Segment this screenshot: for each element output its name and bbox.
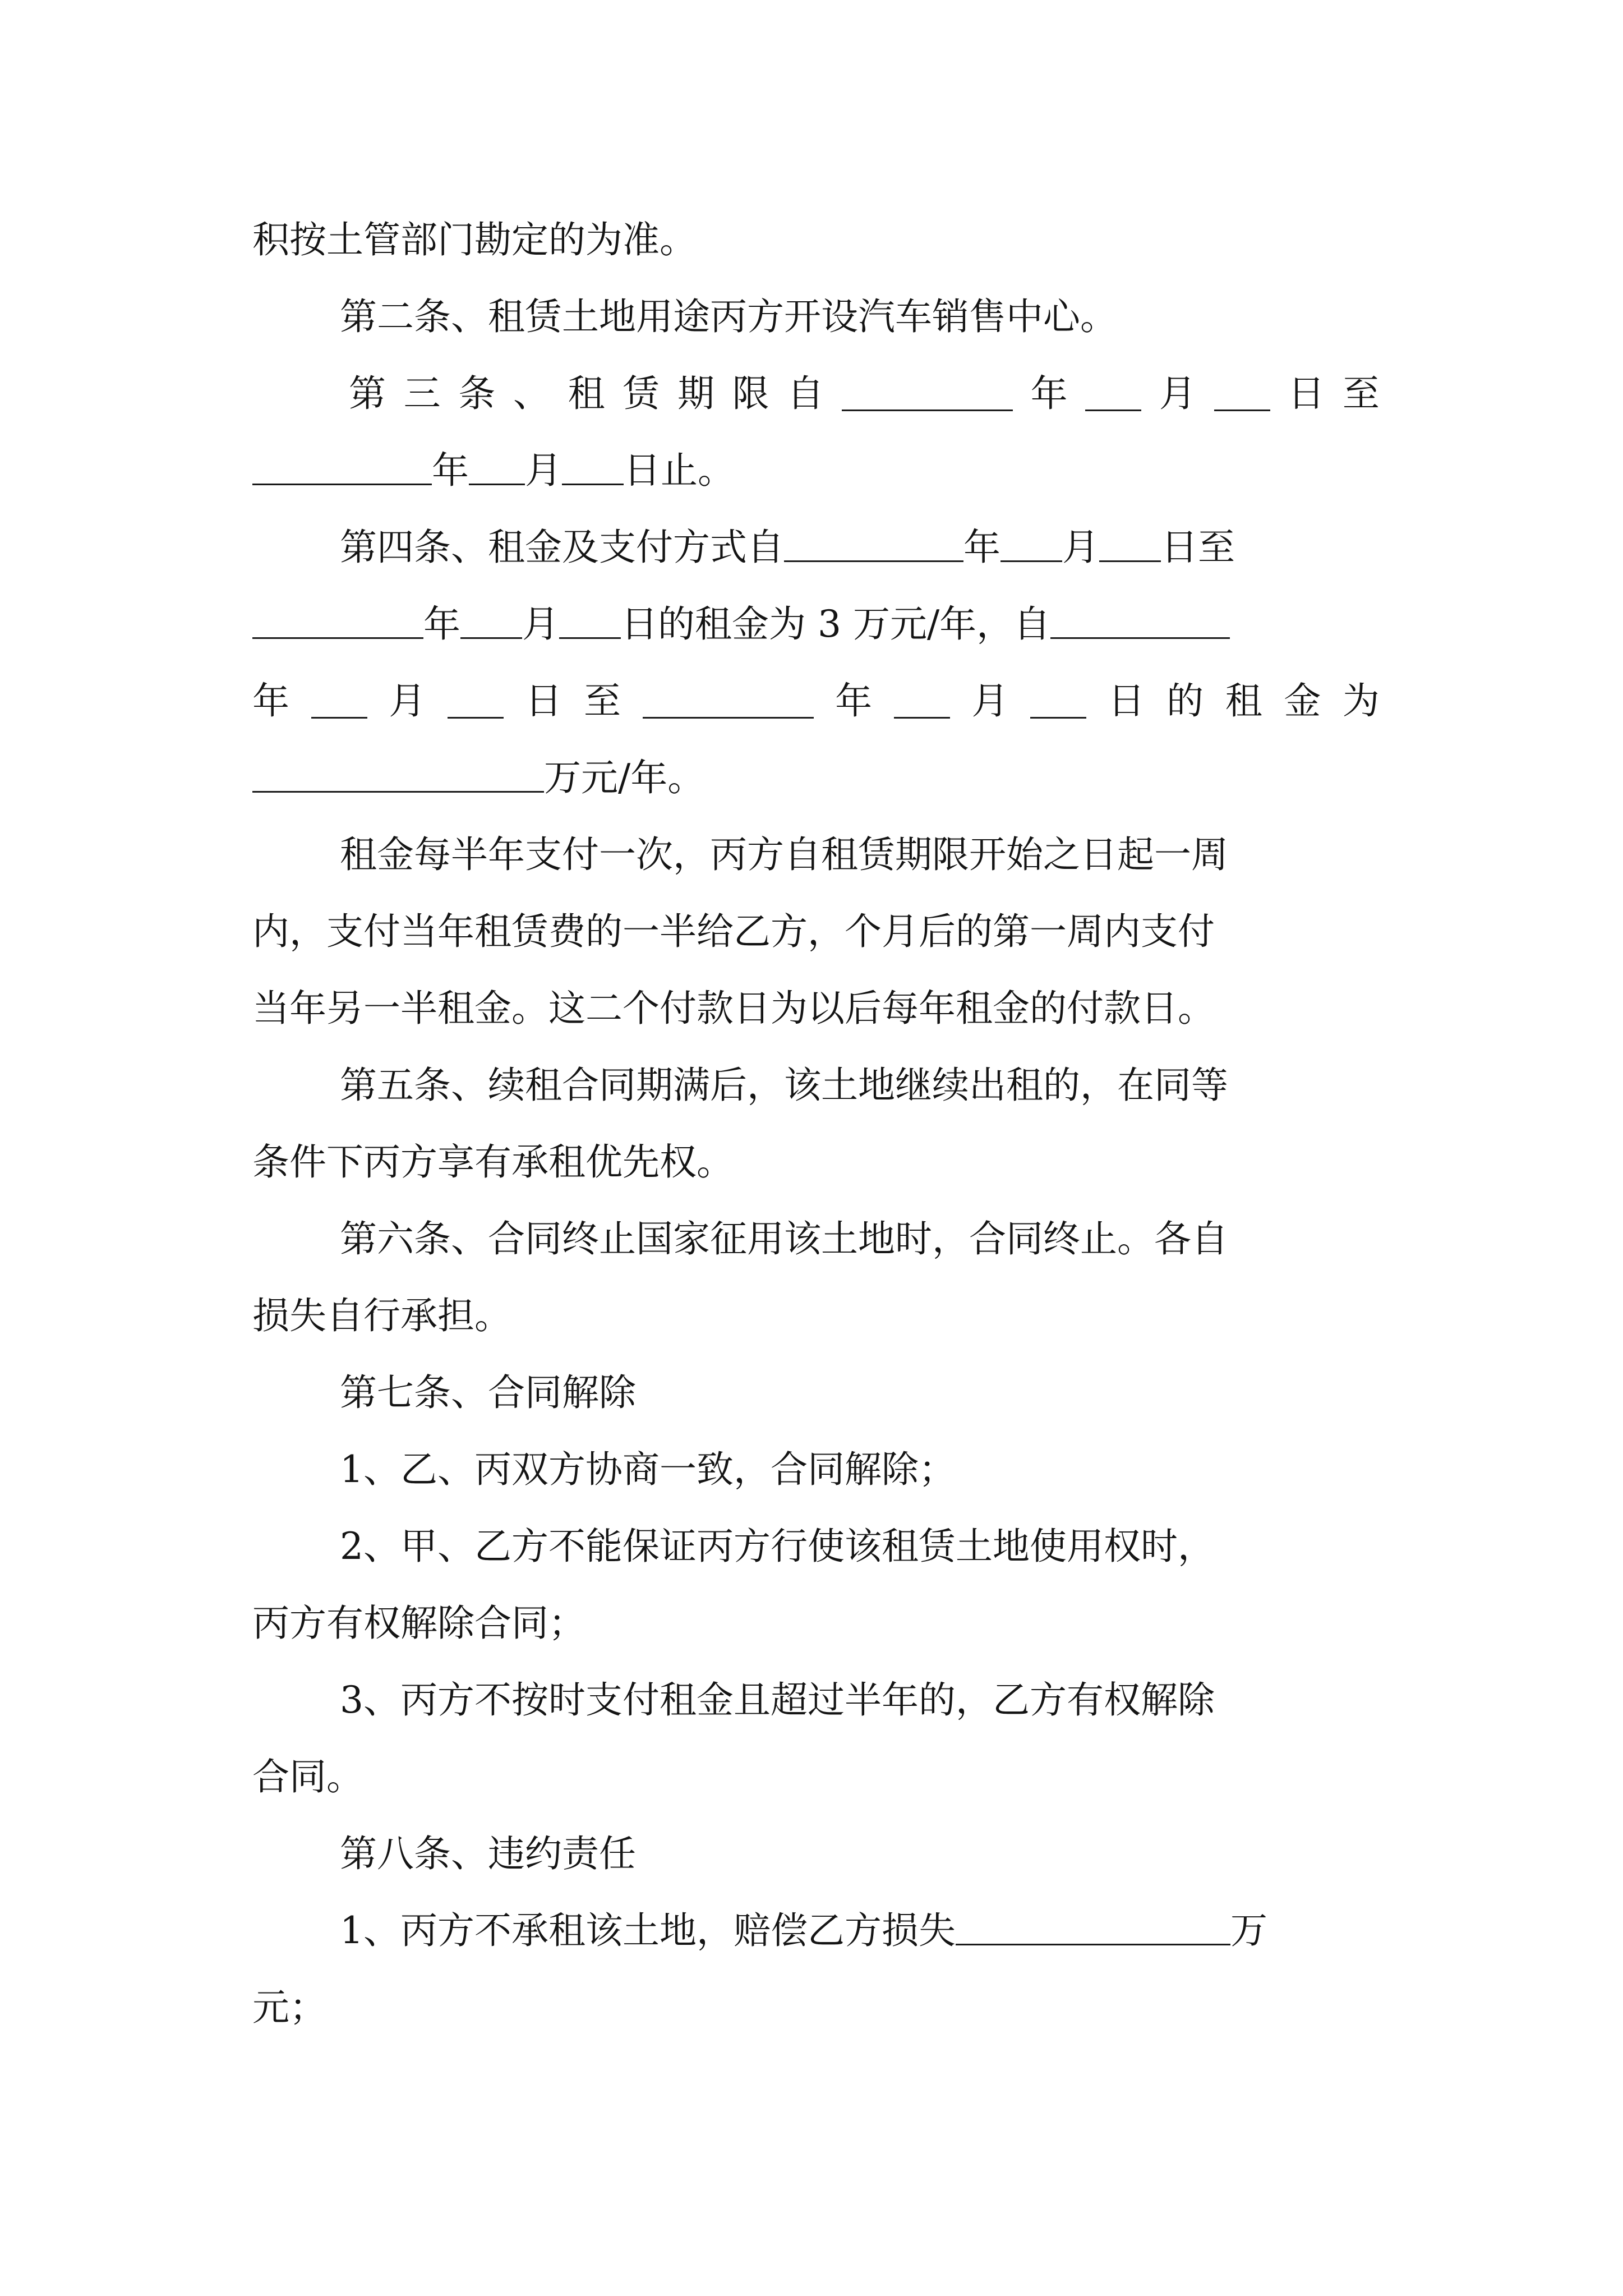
text-fragment: 、 — [513, 372, 550, 415]
fill-in-blank — [1000, 527, 1062, 562]
text-line-rent-payment — [340, 519, 1380, 576]
text-fragment: 条 — [458, 372, 496, 415]
text-fragment: 年 — [252, 679, 289, 723]
fill-in-blank — [1050, 604, 1230, 639]
text-fragment: 月 — [525, 449, 562, 492]
fill-in-blank — [559, 604, 621, 639]
text-fragment: 月 — [971, 679, 1009, 723]
text-fragment: 日止。 — [624, 449, 735, 492]
text-line: 内，支付当年租赁费的一半给乙方，个月后的第一周内支付 — [252, 910, 1215, 953]
text-line: 第六条、合同终止国家征用该土地时，合同终止。各自 — [340, 1217, 1228, 1260]
text-line-lease-term — [349, 366, 1380, 422]
text-fragment: 租 — [568, 372, 605, 415]
list-item: 2、甲、乙方不能保证丙方行使该租赁土地使用权时， — [340, 1525, 1215, 1568]
text-fragment: 年 — [432, 449, 469, 492]
text-fragment: 的 — [1166, 679, 1204, 723]
fill-in-blank — [252, 758, 544, 793]
text-line: 丙方有权解除合同； — [252, 1602, 585, 1645]
text-fragment: 租 — [1225, 679, 1262, 723]
text-line: 租金每半年支付一次，丙方自租赁期限开始之日起一周 — [340, 833, 1228, 876]
text-line: 当年另一半租金。这二个付款日为以后每年租金的付款日。 — [252, 987, 1215, 1030]
text-fragment: 月 — [1062, 526, 1099, 569]
text-line — [252, 750, 1380, 806]
fill-in-blank — [252, 604, 423, 639]
text-fragment: 日的租金为 3 万元/年，自 — [621, 602, 1051, 646]
section-heading: 第七条、合同解除 — [340, 1371, 636, 1414]
text-fragment: 日至 — [1161, 526, 1235, 569]
text-fragment: 月 — [522, 602, 559, 646]
text-line — [252, 443, 1380, 499]
fill-in-blank — [311, 684, 367, 719]
text-line: 元； — [252, 1986, 326, 2029]
text-fragment: 年 — [1030, 372, 1068, 415]
list-item — [340, 1903, 1380, 1959]
text-fragment: 赁 — [623, 372, 660, 415]
list-item: 3、丙方不按时支付租金且超过半年的，乙方有权解除 — [340, 1678, 1215, 1722]
fill-in-blank — [784, 527, 963, 562]
text-line: 第五条、续租合同期满后，该土地继续出租的，在同等 — [340, 1064, 1228, 1107]
text-line: 第二条、租赁土地用途丙方开设汽车销售中心。 — [340, 295, 1117, 338]
list-item: 1、乙、丙双方协商一致，合同解除； — [340, 1448, 956, 1491]
text-fragment: 年 — [835, 679, 873, 723]
text-fragment: 日 — [525, 679, 562, 723]
fill-in-blank — [1214, 376, 1270, 411]
fill-in-blank — [448, 684, 504, 719]
fill-in-blank — [894, 684, 950, 719]
text-fragment: 日 — [1108, 679, 1145, 723]
fill-in-blank — [252, 450, 432, 485]
fill-in-blank — [469, 450, 525, 485]
text-fragment: 为 — [1342, 679, 1380, 723]
text-fragment: 至 — [1342, 372, 1380, 415]
fill-in-blank — [1099, 527, 1161, 562]
fill-in-blank — [956, 1911, 1230, 1945]
text-fragment: 至 — [583, 679, 621, 723]
text-line: 积按土管部门勘定的为准。 — [252, 218, 697, 261]
text-fragment: 日 — [1288, 372, 1325, 415]
section-heading: 第八条、违约责任 — [340, 1832, 636, 1875]
text-fragment: 月 — [1159, 372, 1196, 415]
text-fragment: 万元/年。 — [544, 756, 705, 799]
text-fragment: 年 — [423, 602, 460, 646]
fill-in-blank — [1085, 376, 1141, 411]
text-fragment: 限 — [732, 372, 769, 415]
text-fragment: 三 — [403, 372, 441, 415]
text-line: 损失自行承担。 — [252, 1294, 511, 1337]
text-fragment: 第四条、租金及支付方式自 — [340, 526, 784, 569]
text-fragment: 月 — [389, 679, 426, 723]
fill-in-blank — [562, 450, 624, 485]
text-fragment: 年 — [963, 526, 1000, 569]
text-fragment: 1、丙方不承租该土地，赔偿乙方损失 — [340, 1909, 956, 1952]
text-fragment: 金 — [1284, 679, 1321, 723]
text-fragment: 第 — [349, 372, 386, 415]
text-line — [252, 596, 1380, 652]
text-line: 条件下丙方享有承租优先权。 — [252, 1140, 734, 1184]
fill-in-blank — [1030, 684, 1086, 719]
text-fragment: 自 — [787, 372, 824, 415]
text-line — [252, 673, 1380, 729]
fill-in-blank — [842, 376, 1013, 411]
text-line: 合同。 — [252, 1755, 363, 1798]
text-fragment: 万 — [1230, 1909, 1267, 1952]
text-fragment: 期 — [677, 372, 714, 415]
fill-in-blank — [643, 684, 814, 719]
fill-in-blank — [460, 604, 522, 639]
